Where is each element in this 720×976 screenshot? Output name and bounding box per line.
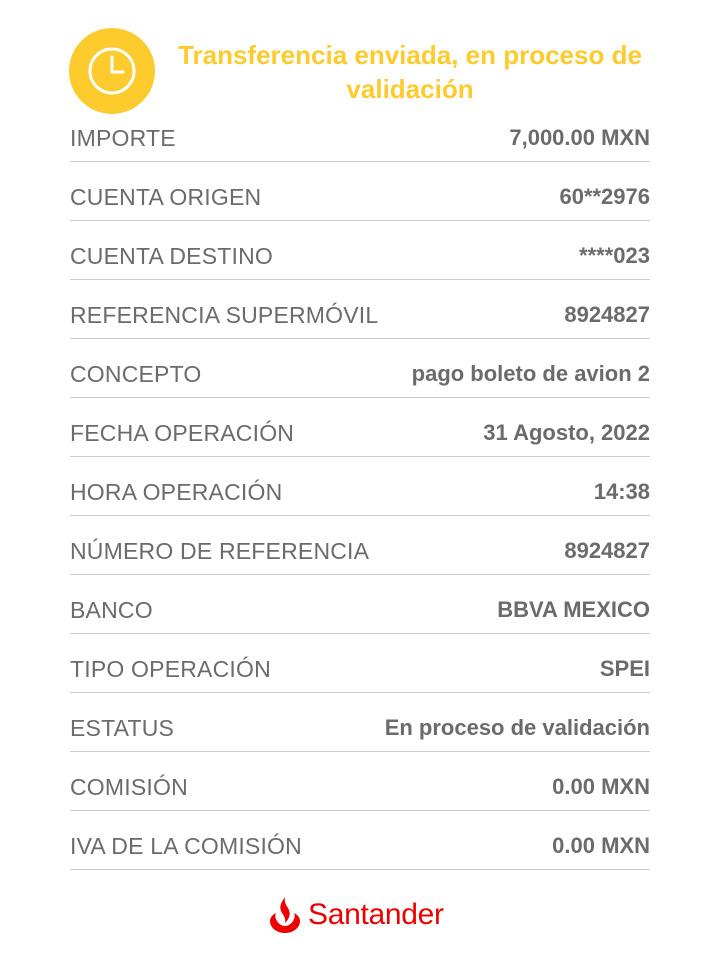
detail-label: TIPO OPERACIÓN: [70, 655, 271, 682]
detail-label: CUENTA DESTINO: [70, 242, 274, 269]
detail-label: IMPORTE: [70, 124, 176, 151]
detail-value: 0.00 MXN: [552, 774, 650, 799]
page-title: Transferencia enviada, en proceso de validación: [178, 40, 642, 104]
detail-value: 7,000.00 MXN: [509, 125, 650, 150]
detail-value: 8924827: [564, 302, 650, 327]
receipt-header: [0, 0, 720, 118]
detail-row-cuenta-origen: [70, 162, 650, 221]
detail-value: BBVA MEXICO: [497, 597, 650, 622]
detail-label: NÚMERO DE REFERENCIA: [70, 537, 370, 564]
detail-label: REFERENCIA SUPERMÓVIL: [70, 301, 379, 328]
status-badge: [69, 28, 155, 114]
detail-value: pago boleto de avion 2: [411, 361, 650, 386]
detail-value: 8924827: [564, 538, 650, 563]
detail-row-estatus: [70, 693, 650, 752]
detail-row-fecha-operacion: [70, 398, 650, 457]
detail-label: FECHA OPERACIÓN: [70, 419, 295, 446]
detail-value: En proceso de validación: [384, 715, 650, 740]
detail-value: 31 Agosto, 2022: [483, 420, 650, 445]
brand-name: Santander: [308, 898, 444, 931]
detail-row-referencia-supermovil: [70, 280, 650, 339]
detail-row-comision: [70, 752, 650, 811]
detail-value: ****023: [579, 243, 650, 268]
detail-value: SPEI: [599, 656, 650, 681]
detail-label: BANCO: [70, 596, 153, 623]
detail-row-concepto: [70, 339, 650, 398]
detail-label: CONCEPTO: [70, 360, 202, 387]
detail-label: ESTATUS: [70, 714, 175, 741]
detail-label: CUENTA ORIGEN: [70, 183, 262, 210]
clock-icon: [85, 44, 139, 98]
detail-row-importe: [70, 103, 650, 162]
detail-label: IVA DE LA COMISIÓN: [70, 832, 302, 859]
santander-logo: [268, 893, 444, 937]
detail-row-numero-referencia: [70, 516, 650, 575]
detail-value: 0.00 MXN: [552, 833, 650, 858]
detail-row-tipo-operacion: [70, 634, 650, 693]
detail-row-iva-comision: [70, 811, 650, 870]
transfer-details-list: [70, 103, 650, 870]
detail-label: COMISIÓN: [70, 773, 188, 800]
detail-value: 60**2976: [559, 184, 650, 209]
detail-row-cuenta-destino: [70, 221, 650, 280]
detail-row-hora-operacion: [70, 457, 650, 516]
detail-row-banco: [70, 575, 650, 634]
detail-value: 14:38: [593, 479, 650, 504]
detail-label: HORA OPERACIÓN: [70, 478, 283, 505]
santander-flame-icon: [268, 895, 302, 935]
